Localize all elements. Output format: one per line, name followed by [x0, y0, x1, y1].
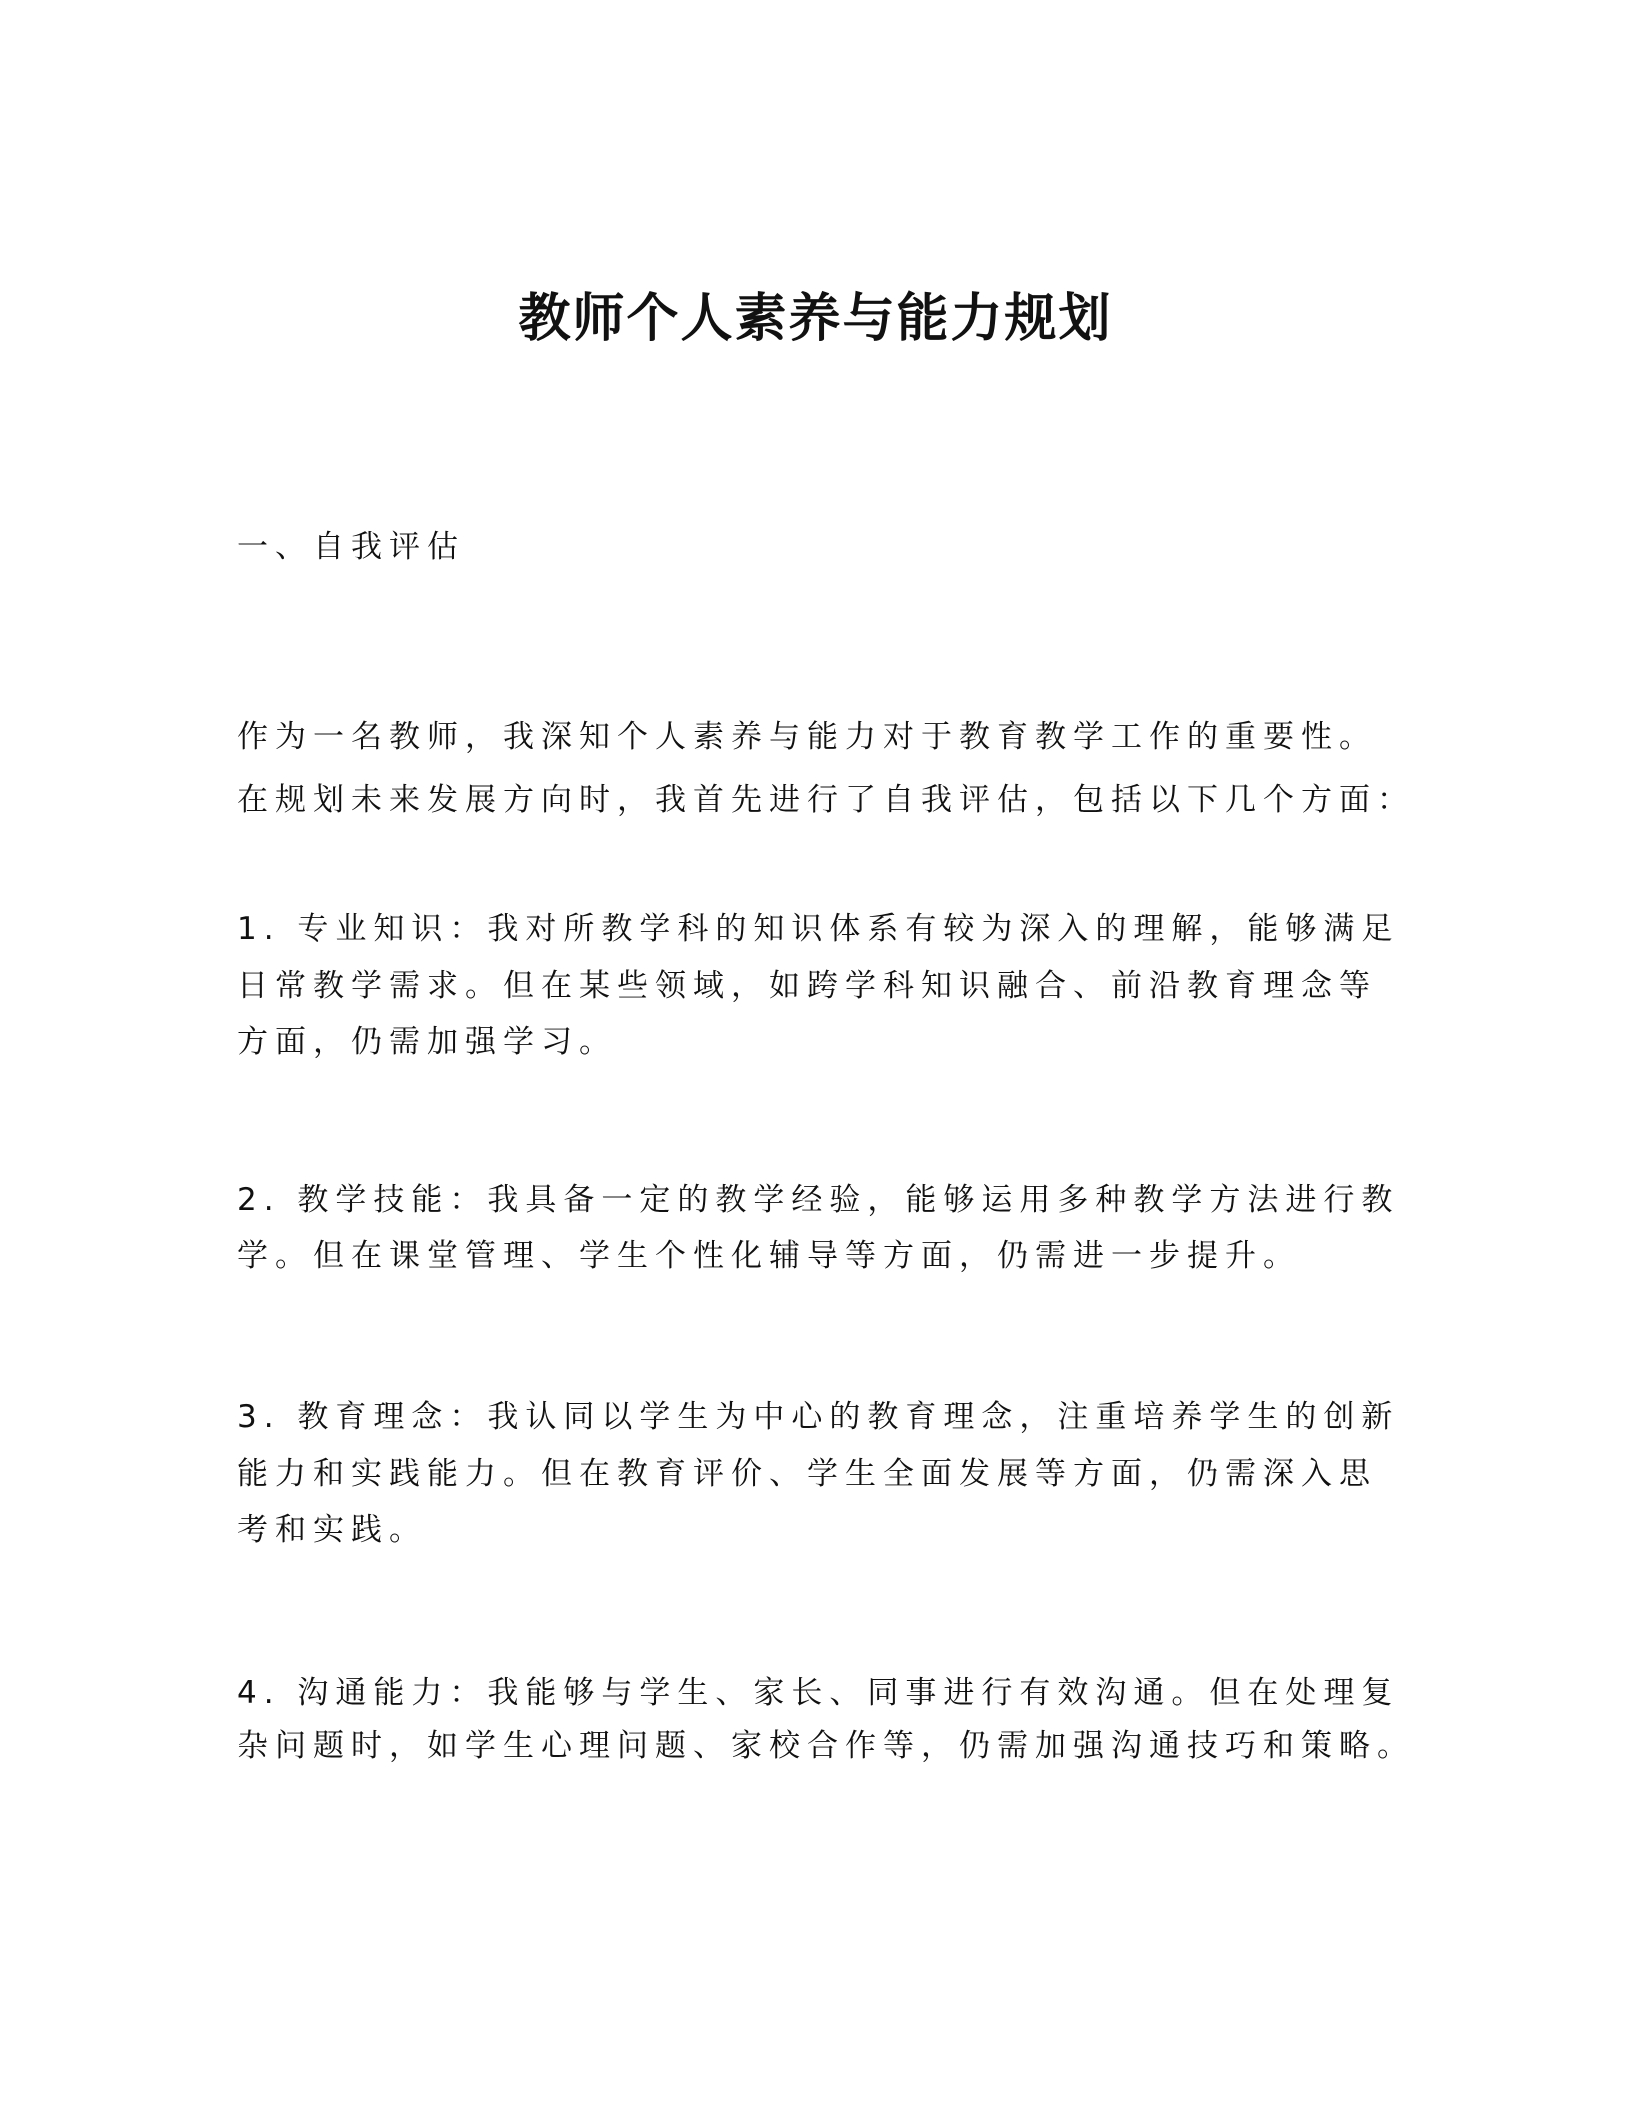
item-1-line: 日常教学需求。但在某些领域，如跨学科知识融合、前沿教育理念等 — [237, 968, 1377, 1004]
item-4-line: 4. 沟通能力：我能够与学生、家长、同事进行有效沟通。但在处理复 — [237, 1675, 1400, 1711]
intro-line: 作为一名教师，我深知个人素养与能力对于教育教学工作的重要性。 — [237, 719, 1377, 755]
section-heading: 一、自我评估 — [237, 529, 465, 565]
item-4-line: 杂问题时，如学生心理问题、家校合作等，仍需加强沟通技巧和策略。 — [237, 1728, 1415, 1764]
item-1-line: 方面，仍需加强学习。 — [237, 1024, 617, 1060]
item-3-line: 能力和实践能力。但在教育评价、学生全面发展等方面，仍需深入思 — [237, 1456, 1377, 1492]
item-2-line: 学。但在课堂管理、学生个性化辅导等方面，仍需进一步提升。 — [237, 1238, 1301, 1274]
item-1-line: 1. 专业知识：我对所教学科的知识体系有较为深入的理解，能够满足 — [237, 911, 1400, 947]
document-title: 教师个人素养与能力规划 — [518, 288, 1113, 349]
item-3-line: 考和实践。 — [237, 1512, 427, 1548]
item-3-line: 3. 教育理念：我认同以学生为中心的教育理念，注重培养学生的创新 — [237, 1399, 1400, 1435]
item-2-line: 2. 教学技能：我具备一定的教学经验，能够运用多种教学方法进行教 — [237, 1182, 1400, 1218]
intro-line: 在规划未来发展方向时，我首先进行了自我评估，包括以下几个方面： — [237, 782, 1415, 818]
